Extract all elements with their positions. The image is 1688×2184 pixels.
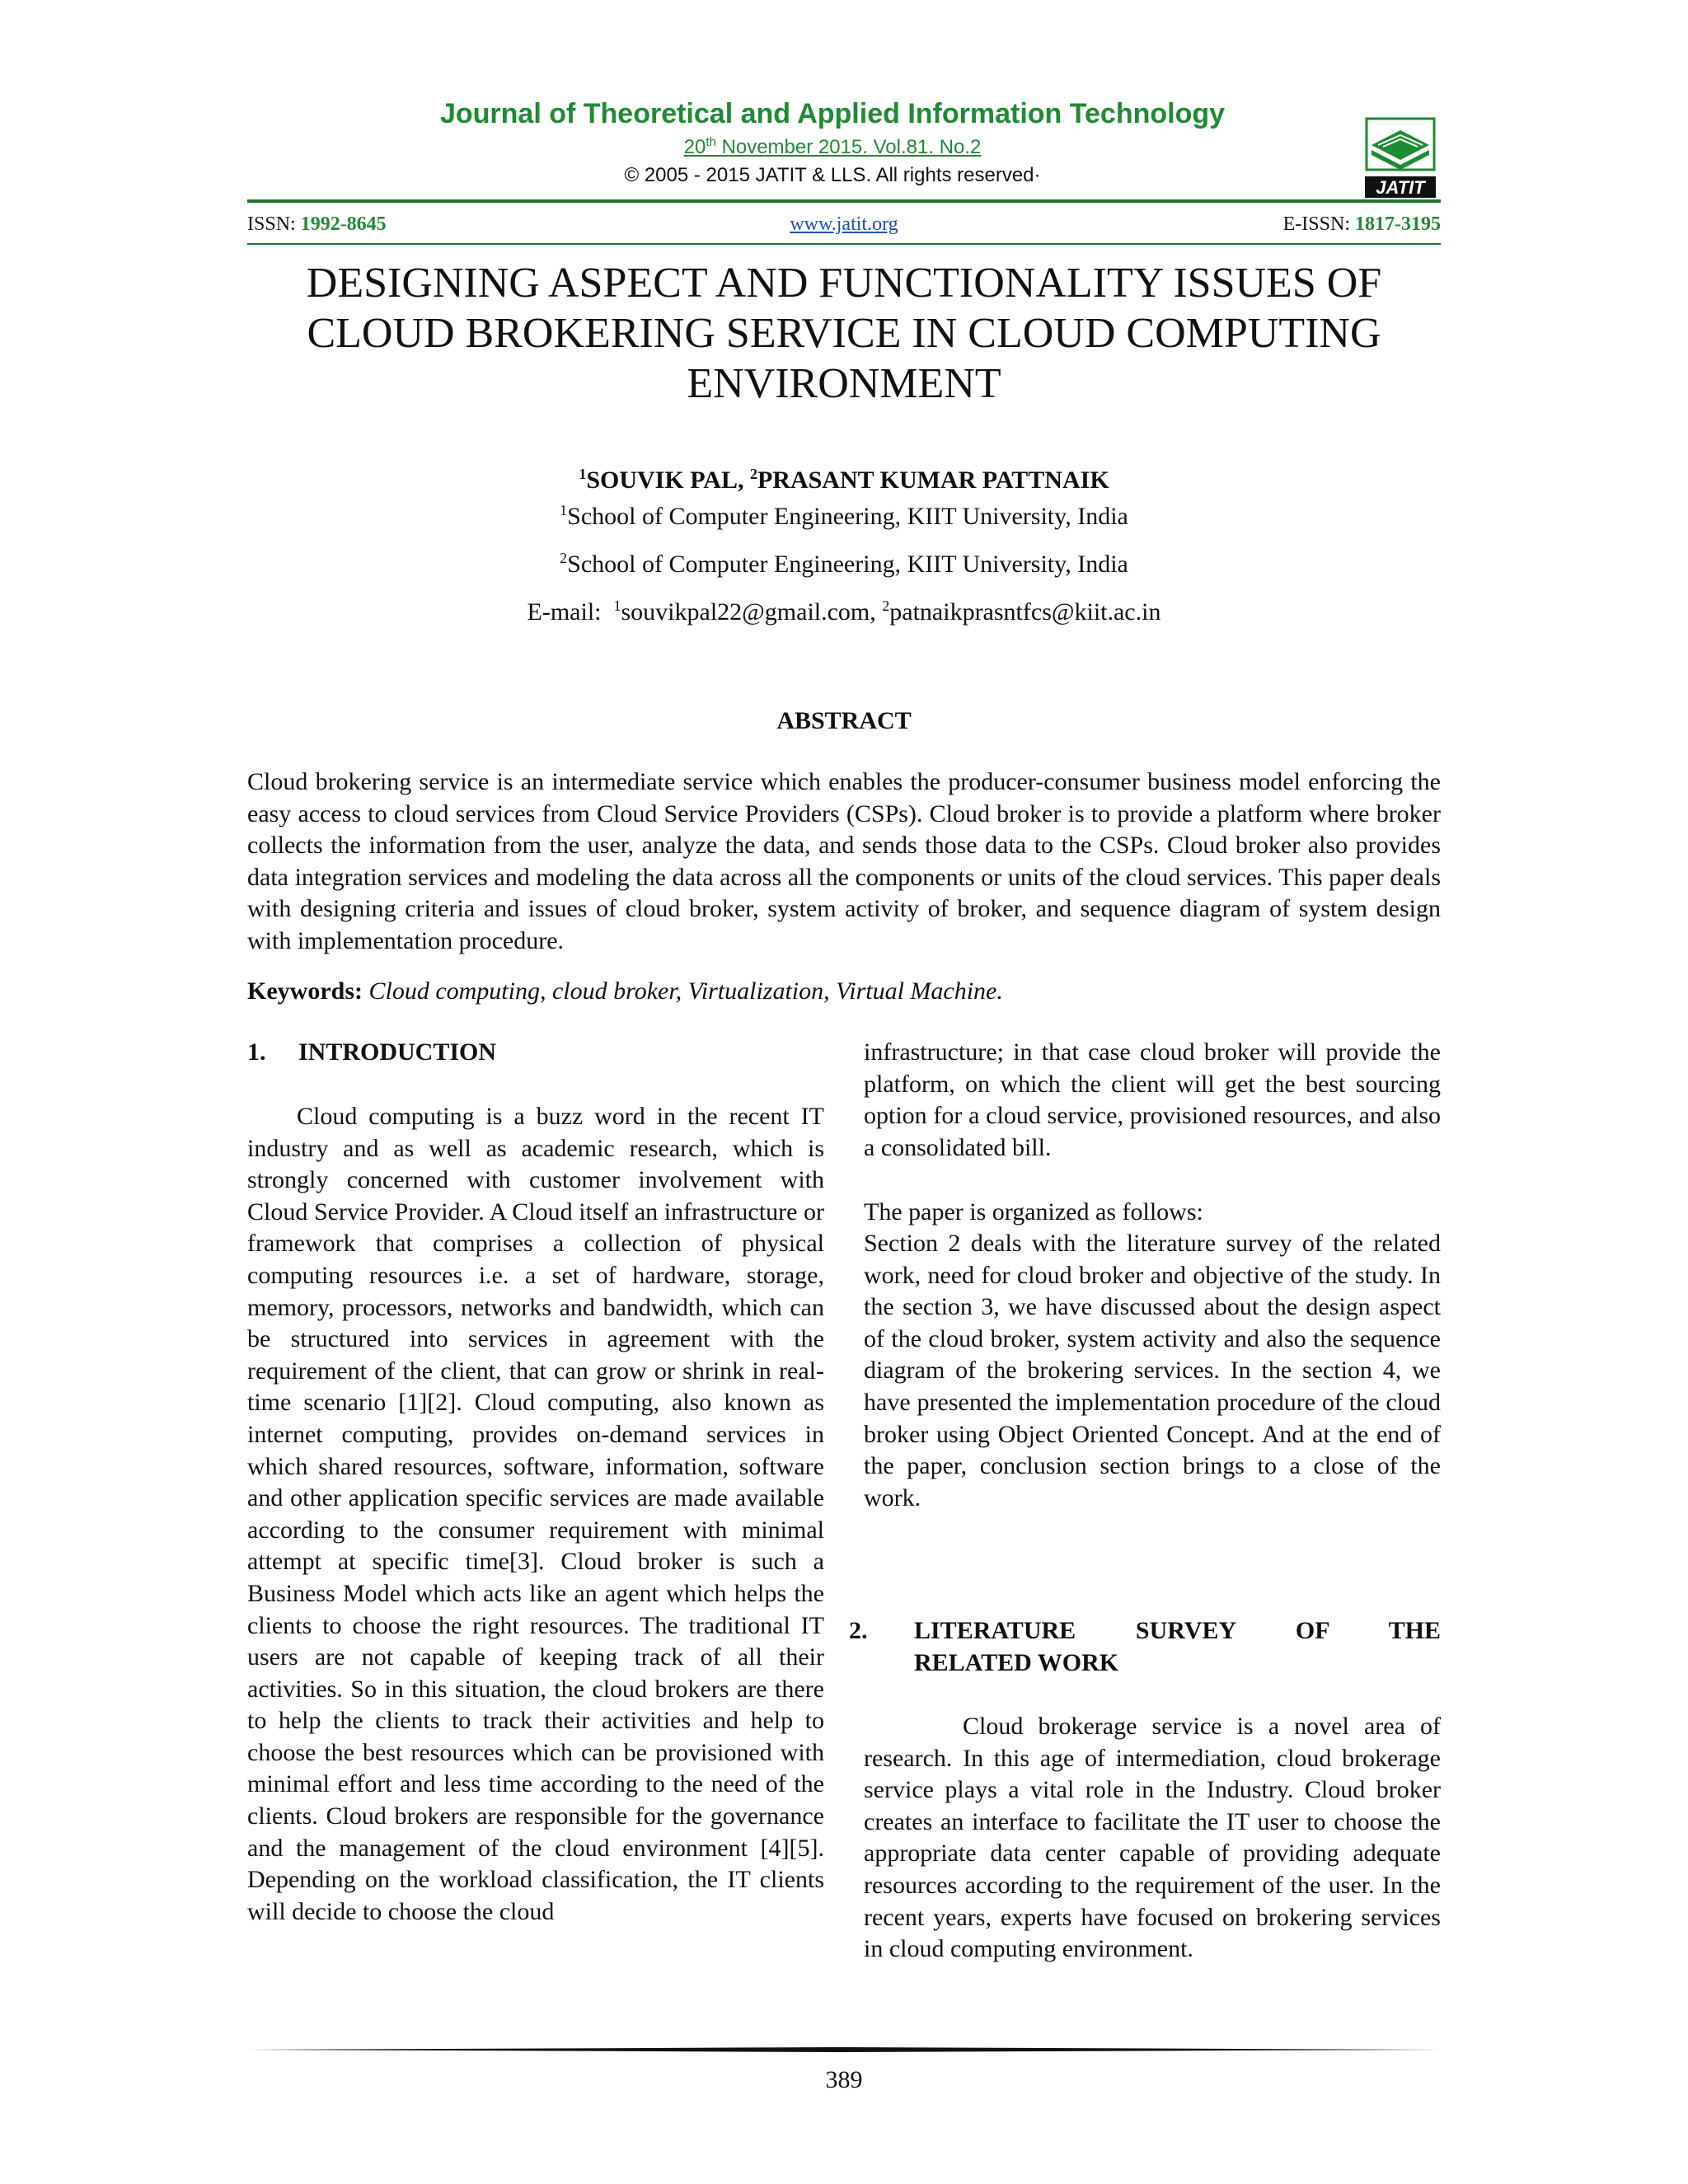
authors: $^1$SOUVIK PAL, $^2$PRASANT KUMAR PATTNAIK [579,466,1109,494]
issue-line [247,130,1418,160]
keywords-list: Cloud computing, cloud broker, Virtualization, Virtual Machine. [362,977,1003,1005]
organization-lead: The paper is organized as follows: [864,1198,1203,1226]
lit-number: 2. [849,1617,868,1644]
title-line-1: DESIGNING ASPECT AND FUNCTIONALITY ISSUES OF [306,260,1382,307]
title-line-2: CLOUD BROKERING SERVICE IN CLOUD COMPUTING [307,310,1381,357]
email-2[interactable]: patnaikprasntfcs@kiit.ac.in [889,598,1161,626]
intro-paragraph-1: Cloud computing is a buzz word in the recent IT industry and as well as academic research, which is strongly concerned with customer involvement with Cloud Service Provider. A Cloud itself an infrastructure or framework that comprises a collection of physical computing resources i.e. a set of hardware, storage, memory, processors, networks and bandwidth, which can be structured into services in agreement with the requirement of the client, that can grow or shrink in real-time scenario [1][2]. Cloud computing, also known as internet computing, provides on-demand services in which shared resources, software, information, software and other application specific services are made available according to the consumer requirement with minimal attempt at specific time[3]. Cloud broker is such a Business Model which acts like an agent which helps the clients to choose the right resources. The traditional IT users are not capable of keeping track of all their activities. So in this situation, the cloud brokers are there to help the clients to track their activities and help to choose the best resources which can be provisioned with minimal effort and less time according to the need of the clients. Cloud brokers are responsible for the governance and the management of the cloud environment [4][5]. Depending on the workload classification, the IT clients will decide to choose the cloud [247,1103,824,1925]
keywords [247,976,1441,1007]
issue-day-suffix: th [706,135,716,149]
title-line-3: ENVIRONMENT [687,360,1001,407]
issn-row [247,209,1441,239]
jatit-logo [1360,112,1441,199]
lit-heading-line-1: LITERATURE SURVEY OF THE [914,1617,1441,1644]
intro-number: 1. [247,1038,266,1066]
website-link[interactable]: www.jatit.org [790,213,898,235]
footer-rule [247,2047,1441,2052]
paper-title [247,258,1441,409]
abstract-body: Cloud brokering service is an intermediate service which enables the producer-consumer business model enforcing the easy access to cloud services from Cloud Service Providers (CSPs). Cloud broker is to provide a platform where broker collects the information from the user, analyze the data, and sends those data to the CSPs. Cloud broker also provides data integration services and modeling the data across all the components or units of the cloud services. This paper deals with designing criteria and issues of cloud broker, system activity of broker, and sequence diagram of system design with implementation procedure. [247,768,1441,954]
intro-heading: INTRODUCTION [298,1038,497,1066]
eissn: E-ISSN: 1817-3195 [1282,213,1441,235]
author-1: SOUVIK PAL, [586,466,750,494]
affiliation-2: $^2$School of Computer Engineering, KIIT University, India [560,550,1128,578]
issn: ISSN: 1992-8645 [247,213,387,235]
header-rule [247,199,1441,203]
email-line: E-mail: $^1$souvikpal22@gmail.com, $^2$patnaikprasntfcs@kiit.ac.in [527,598,1161,626]
lit-paragraph: Cloud brokerage service is a novel area of research. In this age of intermediation, cloud brokerage service plays a vital role in the Industry. Cloud broker creates an interface to facilitate the IT user to choose the appropriate data center capable of providing adequate resources according to the requirement of the user. In the recent years, experts have focused on brokering services in cloud computing environment. [864,1713,1441,1963]
logo-text: JATIT [1376,177,1425,198]
lit-heading-line-2: RELATED WORK [914,1649,1119,1676]
affiliation-1: $^1$School of Computer Engineering, KIIT University, India [560,502,1128,530]
issn-rule [247,243,1441,245]
author-2: PRASANT KUMAR PATTNAIK [757,466,1109,494]
issue-rest: November 2015. Vol.81. No.2 [715,136,982,158]
abstract-heading: ABSTRACT [776,707,912,734]
organization-body: Section 2 deals with the literature survey of the related work, need for cloud broker and objective of the study. In the section 3, we have discussed about the design aspect of the cloud broker, system activity and also the sequence diagram of the brokering services. In the section 4, we have presented the implementation procedure of the cloud broker using Object Oriented Concept. And at the end of the paper, conclusion section brings to a close of the work. [864,1230,1441,1511]
copyright-line: © 2005 - 2015 JATIT & LLS. All rights reserved· [624,164,1041,186]
intro-paragraph-1-cont: infrastructure; in that case cloud broker will provide the platform, on which the client will get the best sourcing option for a cloud service, provisioned resources, and also a consolidated bill. [864,1038,1441,1161]
keywords-label: Keywords: [247,977,363,1005]
page-number: 389 [825,2066,863,2093]
email-1[interactable]: souvikpal22@gmail.com, [621,598,883,626]
issue-day: 20 [683,136,706,158]
journal-title: Journal of Theoretical and Applied Information Technology [439,98,1226,129]
